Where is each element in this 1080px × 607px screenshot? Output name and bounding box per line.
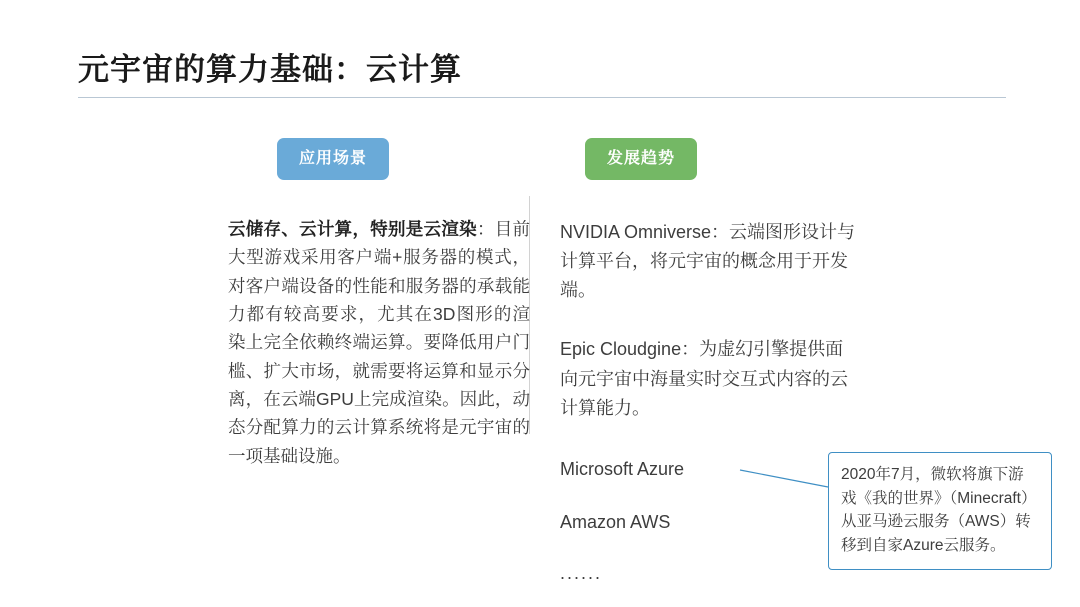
badge-development-trends: 发展趋势 [585, 138, 697, 180]
trend-item-nvidia: NVIDIA Omniverse：云端图形设计与计算平台，将元宇宙的概念用于开发端。 [560, 222, 856, 301]
trend-item-epic: Epic Cloudgine：为虚幻引擎提供面向元宇宙中海量实时交互式内容的云计算能力。 [560, 339, 848, 418]
trend-item-azure: Microsoft Azure [560, 458, 685, 479]
left-body-text [228, 215, 530, 470]
left-column [228, 138, 530, 470]
left-body-rest: ：目前大型游戏采用客户端+服务器的模式，对客户端设备的性能和服务器的承载能力都有较高要求，尤其在3D图形的渲染上完全依赖终端运算。要降低用户门槛、扩大市场，就需要将运算和显示分离，在云端GPU上完成渲染。因此，动态分配算力的云计算系统将是元宇宙的一项基础设施。 [228, 219, 530, 466]
title-divider [78, 97, 1006, 98]
badge-application-scenarios: 应用场景 [277, 138, 389, 180]
left-body-bold: 云储存、云计算，特别是云渲染 [228, 219, 477, 239]
page-title: 元宇宙的算力基础：云计算 [78, 52, 462, 87]
trend-item-aws: Amazon AWS [560, 511, 671, 532]
callout-microsoft-minecraft: 2020年7月，微软将旗下游戏《我的世界》（Minecraft）从亚马逊云服务（AWS）转移到自家Azure云服务。 [828, 452, 1052, 570]
trend-item-ellipsis: ...... [560, 562, 603, 583]
right-column [560, 138, 860, 584]
